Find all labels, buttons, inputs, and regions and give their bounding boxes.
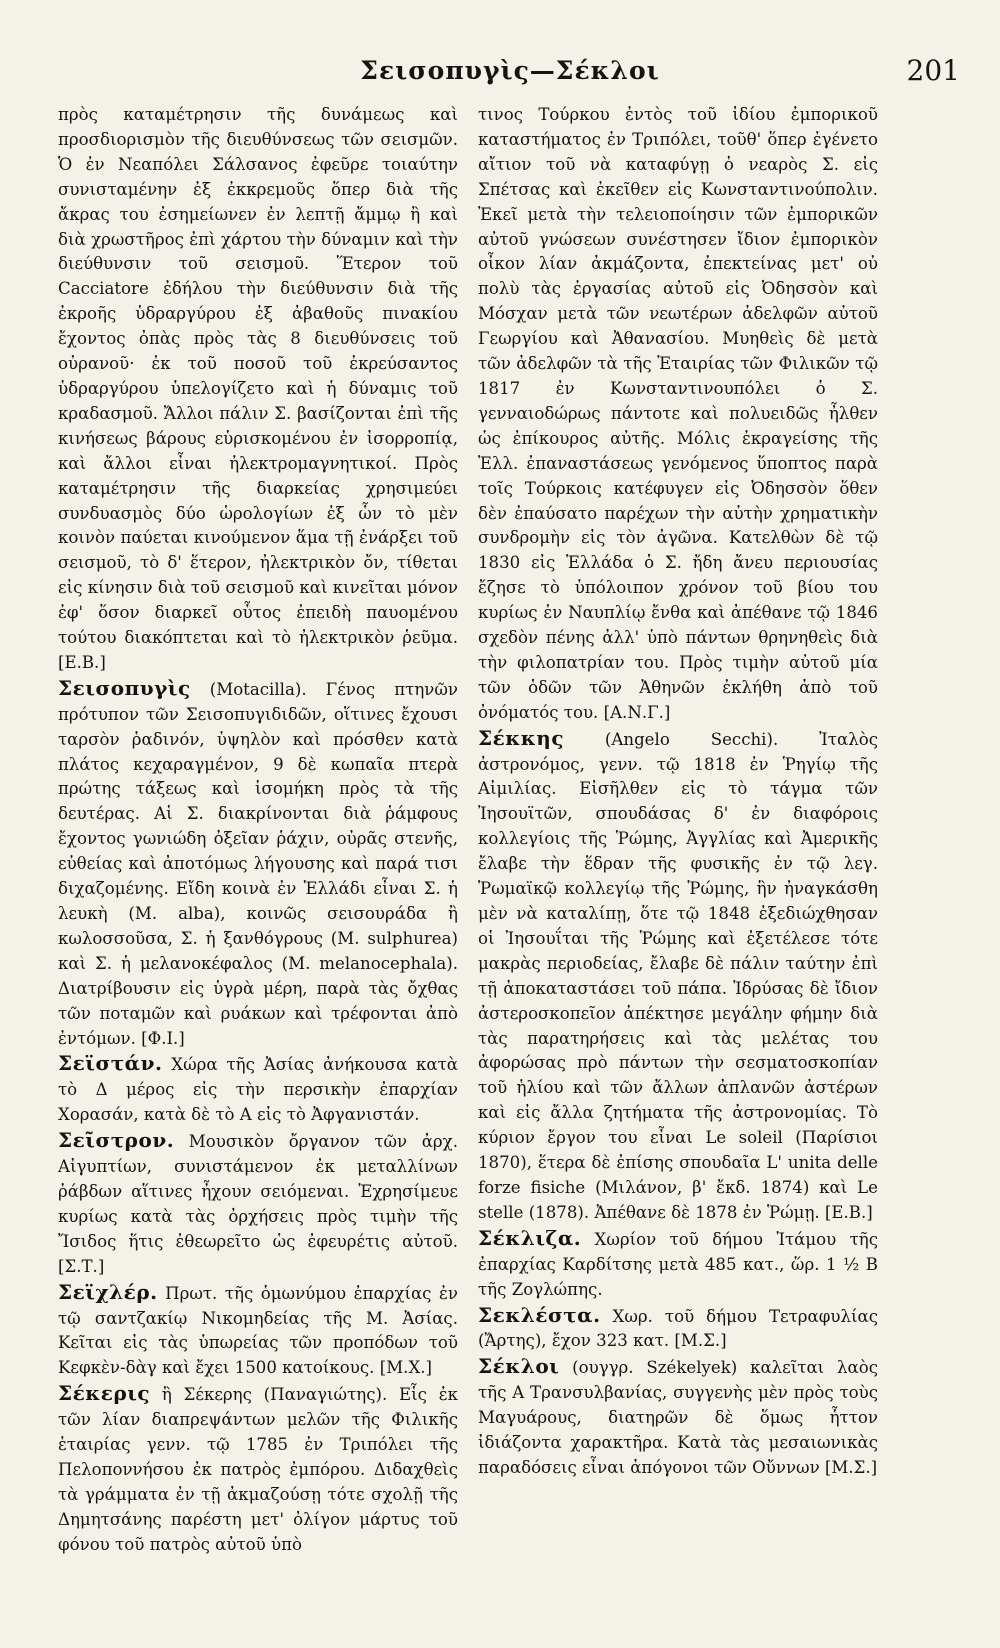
entry-paragraph	[478, 1226, 878, 1303]
entry-headword: Σεϊστάν.	[58, 1051, 163, 1076]
entry-paragraph	[58, 103, 458, 676]
entry-paragraph	[58, 1128, 458, 1279]
running-head	[60, 50, 960, 94]
entry-text: πρὸς καταμέτρησιν τῆς δυνάμεως καὶ προσδιορισμὸν τῆς διευθύνσεως τῶν σεισμῶν. Ὁ ἐν Νεαπόλει Σάλσανος ἐφεῦρε τοιαύτην συνισταμένην ἐξ ἐκκρεμοῦς ὅπερ διὰ τῆς ἄκρας του ἐσημείωνεν ἐν λεπτῇ ἄμμῳ ἢ καὶ διὰ χρωστῆρος ἐπὶ χάρτου τὴν δύναμιν καὶ τὴν διεύθυνσιν τοῦ σεισμοῦ. Ἕτερον τοῦ Cacciatore ἐδήλου τὴν διεύθυνσιν διὰ τῆς ἐκροῆς ὑδραργύρου ἐξ ἀβαθοῦς πινακίου ἔχοντος ὀπὰς πρὸς τὰς 8 διευθύνσεις τοῦ οὐρανοῦ· ἐκ τοῦ ποσοῦ τοῦ ἐκρεύσαντος ὑδραργύρου ὑπελογίζετο καὶ ἡ δύναμις τοῦ κραδασμοῦ. Ἄλλοι πάλιν Σ. βασίζονται ἐπὶ τῆς κινήσεως βάρους εὑρισκομένου ἐν ἰσορροπίᾳ, καὶ ἄλλοι εἶναι ἠλεκτρομαγνητικοί. Πρὸς καταμέτρησιν τῆς διαρκείας χρησιμεύει συνδυασμὸς δύο ὡρολογίων ἐξ ὧν τὸ μὲν κοινὸν παύεται κινούμενον ἅμα τῇ ἐνάρξει τοῦ σεισμοῦ, τὸ δ' ἕτερον, ἠλεκτρικὸν ὄν, τίθεται εἰς κίνησιν διὰ τοῦ σεισμοῦ καὶ κινεῖται μόνον ἐφ' ὅσον διαρκεῖ οὗτος ἐπειδὴ παυομένου τούτου διακόπτεται καὶ τὸ ἠλεκτρικὸν ῥεῦμα. [Ε.Β.]	[58, 105, 458, 672]
entry-text: ἢ Σέκερης (Παναγιώτης). Εἷς ἐκ τῶν λίαν διαπρεψάντων μελῶν τῆς Φιλικῆς ἑταιρίας γενν. τῷ 1785 ἐν Τριπόλει τῆς Πελοποννήσου ἐκ πατρὸς ἐμπόρου. Διδαχθεὶς τὰ γράμματα ἐν τῇ ἀκμαζούσῃ τότε σχολῇ τῆς Δημητσάνης παρέστη μετ' ὀλίγον μάρτυς τοῦ φόνου τοῦ πατρὸς αὐτοῦ ὑπὸ	[58, 1385, 458, 1554]
entry-text: τινος Τούρκου ἐντὸς τοῦ ἰδίου ἐμπορικοῦ καταστήματος ἐν Τριπόλει, τοῦθ' ὅπερ ἐγένετο αἴτιον τοῦ νὰ καταφύγῃ ὁ νεαρὸς Σ. εἰς Σπέτσας καὶ ἐκεῖθεν εἰς Κωνσταντινούπολιν. Ἐκεῖ μετὰ τὴν τελειοποίησιν τῶν ἐμπορικῶν αὐτοῦ γνώσεων συνέστησεν ἴδιον ἐμπορικὸν οἶκον λίαν ἀκμάζοντα, ἐπεκτείνας μετ' οὐ πολὺ τὰς ἐργασίας αὐτοῦ εἰς Ὀδησσὸν καὶ Μόσχαν μετὰ τῶν νεωτέρων ἀδελφῶν αὐτοῦ Γεωργίου καὶ Ἀθανασίου. Μυηθεὶς δὲ μετὰ τῶν ἀδελφῶν τὰ τῆς Ἑταιρίας τῶν Φιλικῶν τῷ 1817 ἐν Κωνσταντινουπόλει ὁ Σ. γενναιοδώρως πάντοτε καὶ πολυειδῶς ἦλθεν ὡς ἐπίκουρος αὐτῆς. Μόλις ἐκραγείσης τῆς Ἑλλ. ἐπαναστάσεως γενόμενος ὕποπτος παρὰ τοῖς Τούρκοις κατέφυγεν εἰς Ὀδησσὸν ὅθεν δὲν ἐπαύσατο παρέχων τὴν αὐτὴν χρηματικὴν συνδρομὴν εἰς τὸν ἀγῶνα. Κατελθὼν δὲ τῷ 1830 εἰς Ἑλλάδα ὁ Σ. ἤδη ἄνευ περιουσίας ἔζησε τὸ ὑπόλοιπον χρόνον τοῦ βίου του κυρίως ἐν Ναυπλίῳ ἔνθα καὶ ἀπέθανε τῷ 1846 σχεδὸν πένης ἀλλ' ὑπὸ πάντων θρηνηθεὶς διὰ τὴν φιλοπατρίαν του. Πρὸς τιμὴν αὐτοῦ μία τῶν ὁδῶν τῶν Ἀθηνῶν ἐκλήθη ἀπὸ τοῦ ὀνόματός του. [Α.Ν.Γ.]	[478, 105, 878, 722]
entry-headword: Σέκλιζα.	[478, 1225, 582, 1250]
entry-text: Πρωτ. τῆς ὁμωνύμου ἐπαρχίας ἐν τῷ σαντζακίῳ Νικομηδείας τῆς Μ. Ἀσίας. Κεῖται εἰς τὰς ὑπωρείας τῶν προπόδων τοῦ Κεφκὲν-δὰγ καὶ ἔχει 1500 κατοίκους. [Μ.Χ.]	[58, 1283, 458, 1378]
entry-paragraph	[478, 1354, 878, 1481]
entry-text: (Angelo Secchi). Ἰταλὸς ἀστρονόμος, γενν. τῷ 1818 ἐν Ῥηγίῳ τῆς Αἰμιλίας. Εἰσῆλθεν εἰς τὸ τάγμα τῶν Ἰησουϊτῶν, σπουδάσας δ' ἐν διαφόροις κολλεγίοις τῆς Ῥώμης, Ἀγγλίας καὶ Ἀμερικῆς ἔλαβε τὴν ἕδραν τῆς φυσικῆς ἐν τῷ λεγ. Ῥωμαϊκῷ κολλεγίῳ τῆς Ῥώμης, ἣν ἠναγκάσθη μὲν νὰ καταλίπῃ, ὅτε τῷ 1848 ἐξεδιώχθησαν οἱ Ἰησουΐται τῆς Ῥώμης καὶ ἐξετέλεσε τότε μακρὰς περιοδείας, ἔλαβε δὲ πάλιν ταύτην ἐπὶ τῇ ἀποκαταστάσει τοῦ πάπα. Ἱδρύσας δὲ ἴδιον ἀστεροσκοπεῖον ἀπέκτησε μεγάλην φήμην διὰ τὰς παρατηρήσεις καὶ τὰς μελέτας του ἀφορώσας πρὸ πάντων τὴν σεσματοσκοπίαν τοῦ ἡλίου καὶ τῶν ἄλλων ἀπλανῶν ἀστέρων καὶ εἰς ἄλλα ζητήματα τῆς ἀστρονομίας. Τὸ κύριον ἔργον του εἶναι Le soleil (Παρίσιοι 1870), ἕτερα δὲ ἐπίσης σπουδαῖα L' unita delle forze fisiche (Μιλάνον, β' ἔκδ. 1874) καὶ Le stelle (1878). Ἀπέθανε δὲ 1878 ἐν Ῥώμῃ. [Ε.Β.]	[478, 729, 878, 1222]
entry-text: Χωρ. τοῦ δήμου Τετραφυλίας (Ἄρτης), ἔχον 323 κατ. [Μ.Σ.]	[478, 1306, 878, 1351]
entry-paragraph	[478, 726, 878, 1226]
entry-text: Χώρα τῆς Ἀσίας ἀνήκουσα κατὰ τὸ Δ μέρος εἰς τὴν περσικὴν ἐπαρχίαν Χορασάν, κατὰ δὲ τὸ Α εἰς τὸ Ἀφγανιστάν.	[58, 1055, 458, 1125]
entry-paragraph	[58, 1280, 458, 1382]
entry-text: (Motacilla). Γένος πτηνῶν πρότυπον τῶν Σεισοπυγιδιδῶν, οἵτινες ἔχουσι ταρσὸν ῥαδινόν, ὑψηλὸν καὶ πρόσθεν κατὰ πλάτος κεχαραγμένον, 9 δὲ κωπαῖα πτερὰ πρώτης τάξεως καὶ ἰσομήκη πρὸς τὰ τῆς δευτέρας. Αἱ Σ. διακρίνονται διὰ ῥάμφους ἔχοντος γωνιώδη ὀξεῖαν ῥάχιν, οὐρᾶς στενῆς, εὐθείας καὶ ἀποτόμως λήγουσης καὶ παρά τισι διχαζομένης. Εἴδη κοινὰ ἐν Ἑλλάδι εἶναι Σ. ἡ λευκὴ (M. alba), κοινῶς σεισουράδα ἢ κωλοσσοῦσα, Σ. ἡ ξανθόγρους (M. sulphurea) καὶ Σ. ἡ μελανοκέφαλος (M. melanocephala). Διατρίβουσιν εἰς ὑγρὰ μέρη, παρὰ τὰς ὄχθας τῶν ποταμῶν καὶ ρυάκων καὶ τρέφονται ἀπὸ ἐντόμων. [Φ.Ι.]	[58, 679, 458, 1048]
entry-paragraph	[478, 103, 878, 726]
page-number: 201	[906, 54, 960, 87]
entry-paragraph	[478, 1303, 878, 1355]
entry-text: Μουσικὸν ὄργανον τῶν ἀρχ. Αἰγυπτίων, συνιστάμενον ἐκ μεταλλίνων ῥάβδων αἵτινες ἦχουν σειόμεναι. Ἐχρησίμευε κυρίως κατὰ τὰς ὀρχήσεις πρὸς τιμὴν τῆς Ἴσιδος ἥτις ἐθεωρεῖτο ὡς ἐφευρέτις αὐτοῦ. [Σ.Τ.]	[58, 1132, 458, 1276]
left-column	[58, 103, 458, 1558]
entry-paragraph	[58, 676, 458, 1052]
entry-paragraph	[58, 1051, 458, 1128]
right-column	[478, 103, 878, 1481]
entry-headword: Σεϊχλέρ.	[58, 1279, 158, 1304]
entry-headword: Σεκλέστα.	[478, 1302, 601, 1327]
page-title: Σεισοπυγὶς—Σέκλοι	[360, 56, 660, 85]
entry-headword: Σέκκης	[478, 725, 564, 750]
entry-text: (ουγγρ. Székelyek) καλεῖται λαὸς τῆς Α Τρανσυλβανίας, συγγενὴς μὲν πρὸς τοὺς Μαγυάρους, διατηρῶν δὲ ὅμως ἧττον ἰδιάζοντα χαρακτῆρα. Κατὰ τὰς μεσαιωνικὰς παραδόσεις εἶναι ἀπόγονοι τῶν Οὔννων [Μ.Σ.]	[478, 1358, 878, 1477]
entry-headword: Σέκερις	[58, 1381, 151, 1406]
entry-headword: Σέκλοι	[478, 1354, 560, 1379]
entry-text: Χωρίον τοῦ δήμου Ἰτάμου τῆς ἐπαρχίας Καρδίτσης μετὰ 485 κατ., ὥρ. 1 ½ Β τῆς Ζογλώπης.	[478, 1229, 878, 1299]
entry-paragraph	[58, 1381, 458, 1557]
entry-headword: Σεισοπυγὶς	[58, 675, 191, 700]
entry-headword: Σεῖστρον.	[58, 1128, 175, 1153]
